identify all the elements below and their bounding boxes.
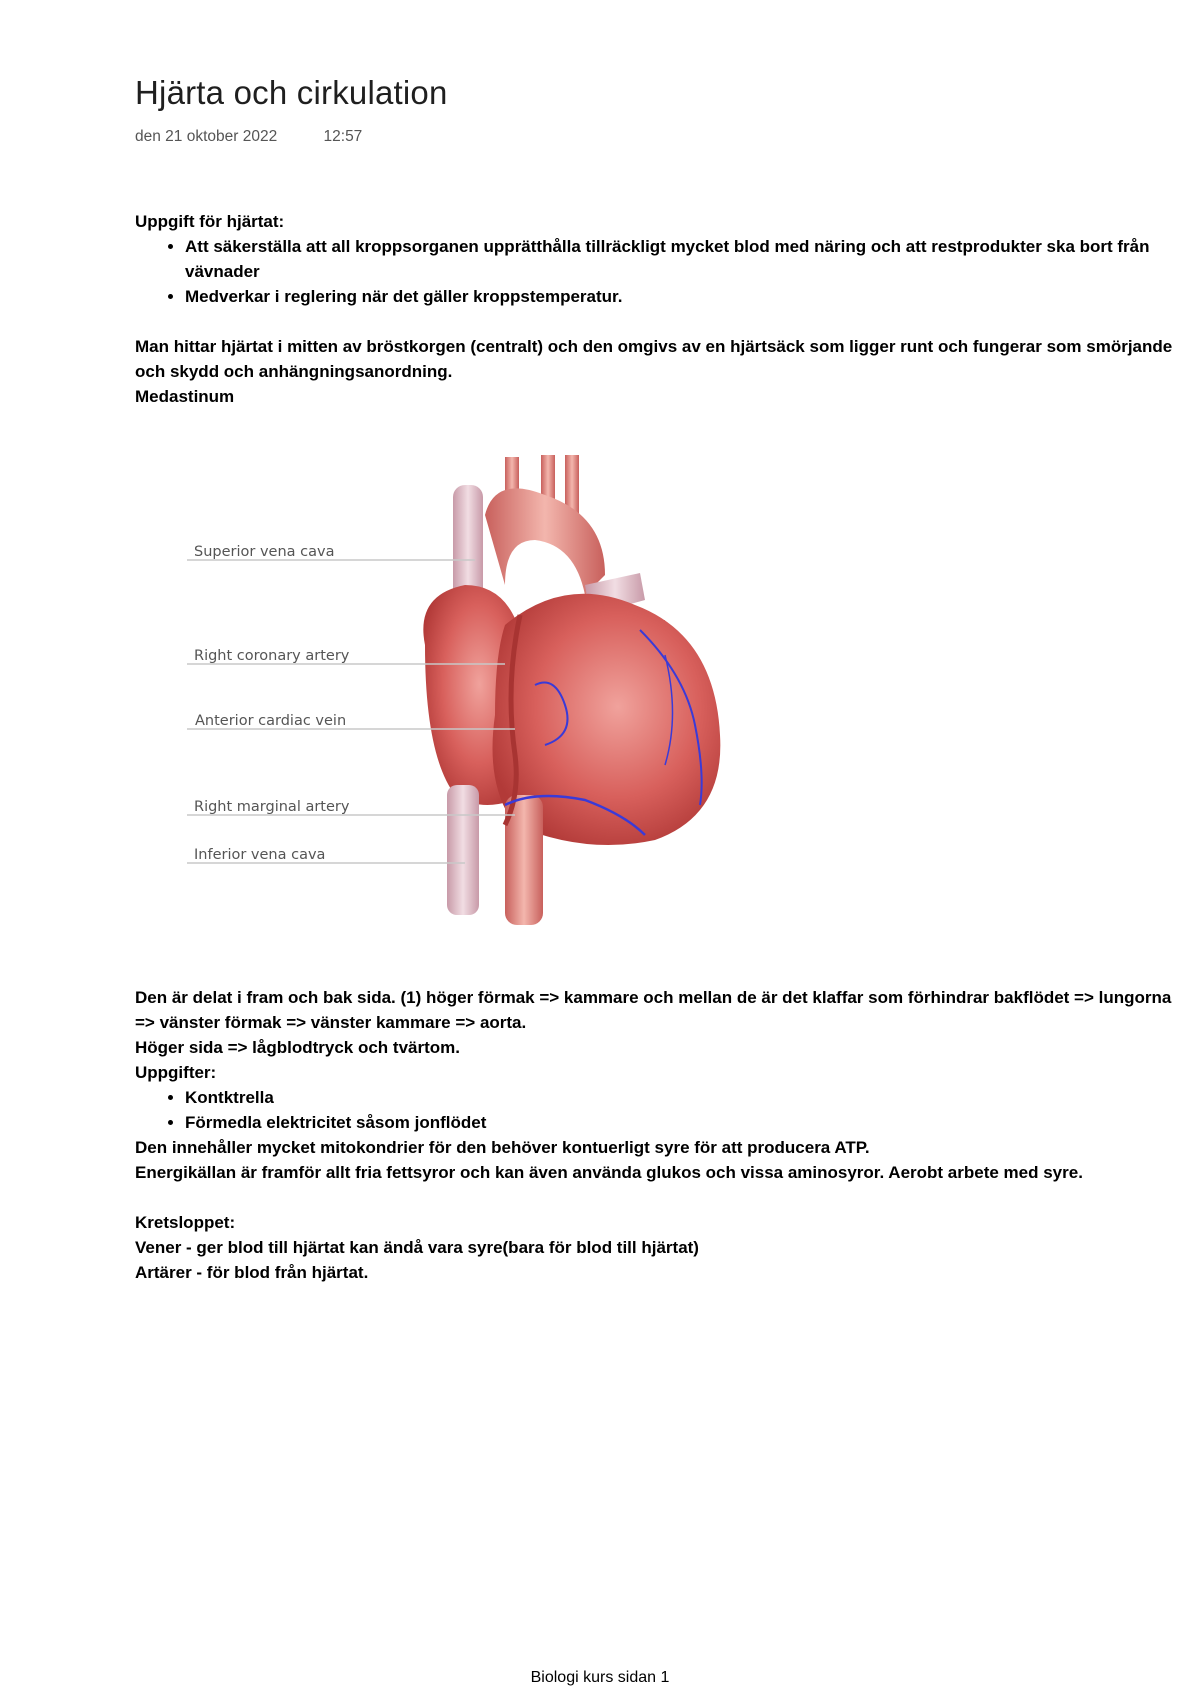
section-heading-tasks: Uppgift för hjärtat: xyxy=(135,212,285,231)
paragraph-mitochondria: Den innehåller mycket mitokondrier för den behöver kontuerligt syre för att producera ATP. xyxy=(135,1138,870,1157)
list-item: • Kontktrella xyxy=(185,1085,1185,1110)
inferior-vena-cava xyxy=(447,785,479,915)
paragraph-pressure: Höger sida => lågblodtryck och tvärtom. xyxy=(135,1038,460,1057)
section-heading-functions: Uppgifter: xyxy=(135,1063,217,1082)
paragraph-energy: Energikällan är framför allt fria fettsyror och kan även använda glukos och vissa aminosyror. Aerobt arbete med syre. xyxy=(135,1163,1083,1182)
list-item: • Medverkar i reglering när det gäller kroppstemperatur. xyxy=(185,284,1185,309)
page-title: Hjärta och cirkulation xyxy=(135,74,448,111)
paragraph-medastinum: Medastinum xyxy=(135,387,235,406)
list-item: • Förmedla elektricitet såsom jonflödet xyxy=(185,1110,1185,1135)
page-footer: Biologi kurs sidan 1 xyxy=(530,1669,670,1686)
label-superior-vena-cava: Superior vena cava xyxy=(194,544,335,560)
note-body-lower xyxy=(135,985,1185,1285)
paragraph-location: Man hittar hjärtat i mitten av bröstkorgen (centralt) och den omgivs av en hjärtsäck som ligger runt och fungerar som smörjande och skydd och anhängningsanordning. xyxy=(135,337,1173,381)
paragraph-veins: Vener - ger blod till hjärtat kan ändå vara syre(bara för blod till hjärtat) xyxy=(135,1238,699,1257)
label-right-coronary-artery: Right coronary artery xyxy=(194,648,350,664)
heart-diagram xyxy=(185,455,785,930)
label-anterior-cardiac-vein: Anterior cardiac vein xyxy=(195,713,347,729)
page-date: den 21 oktober 2022 xyxy=(135,128,278,145)
tasks-list xyxy=(135,234,1185,309)
aortic-arch xyxy=(485,488,605,595)
list-item: • Att säkerställa att all kroppsorganen upprätthålla tillräckligt mycket blod med näring och att restprodukter ska bort från vävnader xyxy=(185,234,1185,284)
page-meta xyxy=(135,128,362,146)
page-time: 12:57 xyxy=(323,128,363,145)
paragraph-arteries: Artärer - för blod från hjärtat. xyxy=(135,1263,369,1282)
functions-list xyxy=(135,1085,1185,1135)
paragraph-structure: Den är delat i fram och bak sida. (1) höger förmak => kammare och mellan de är det klaffar som förhindrar bakflödet => lungorna => vänster förmak => vänster kammare => aorta. xyxy=(135,988,1172,1032)
label-inferior-vena-cava: Inferior vena cava xyxy=(194,847,326,863)
section-heading-circulation: Kretsloppet: xyxy=(135,1213,236,1232)
label-right-marginal-artery: Right marginal artery xyxy=(194,799,350,815)
note-body xyxy=(135,209,1185,409)
